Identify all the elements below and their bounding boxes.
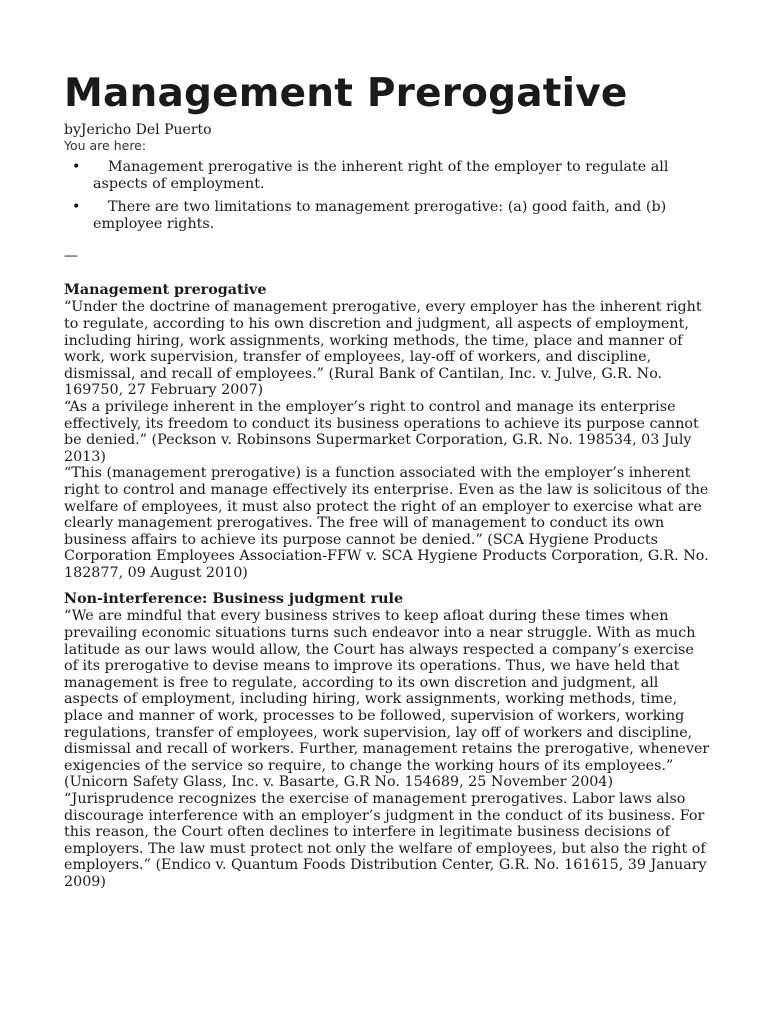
byline: byJericho Del Puerto	[64, 122, 212, 138]
section-heading-business-judgment-rule: Non-interference: Business judgment rule	[64, 591, 404, 608]
bullet-text: Management prerogative is the inherent right of the employer to regulate all aspects of employment.	[93, 159, 669, 192]
document-page	[64, 68, 712, 891]
quote-paragraph: “Under the doctrine of management prerogative, every employer has the inherent right to regulate, according to his own discretion and judgment, all aspects of employment, including hiring, work assignments, working methods, the time, place and manner of work, work supervision, transfer of employees, lay-off of workers, and discipline, dismissal, and recall of employees.” (Rural Bank of Cantilan, Inc. v. Julve, G.R. No. 169750, 27 February 2007)	[64, 299, 702, 399]
quote-paragraph: “As a privilege inherent in the employer’s right to control and manage its enterprise effectively, its freedom to conduct its business operations to achieve its purpose cannot be denied.” (Peckson v. Robinsons Supermarket Corporation, G.R. No. 198534, 03 July 2013)	[64, 398, 699, 465]
bullet-icon: •	[72, 199, 81, 216]
breadcrumb-label: You are here:	[64, 138, 147, 153]
summary-bullets	[64, 159, 712, 232]
quote-paragraph: “This (management prerogative) is a function associated with the employer’s inherent right to control and manage effectively its enterprise. Even as the law is solicitous of the welfare of employees, it must also protect the right of an employer to exercise what are clearly management prerogatives. The free will of management to conduct its own business affairs to achieve its purpose cannot be denied.” (SCA Hygiene Products Corporation Employees Association-FFW v. SCA Hygiene Products Corporation, G.R. No. 182877, 09 August 2010)	[64, 465, 709, 581]
page-title: Management Prerogative	[64, 71, 628, 116]
section-heading-management-prerogative: Management prerogative	[64, 282, 267, 299]
list-item	[64, 159, 712, 192]
bullet-text: There are two limitations to management prerogative: (a) good faith, and (b) employee rights.	[93, 199, 667, 232]
separator-dash: —	[64, 248, 78, 265]
bullet-icon: •	[72, 159, 81, 175]
quote-paragraph: “Jurisprudence recognizes the exercise of management prerogatives. Labor laws also discourage interference with an employer’s judgment in the conduct of its business. For this reason, the Court often declines to interfere in legitimate business decisions of employers. The law must protect not only the welfare of employees, but also the right of employers.” (Endico v. Quantum Foods Distribution Center, G.R. No. 161615, 39 January 2009)	[64, 791, 707, 890]
quote-paragraph: “We are mindful that every business strives to keep afloat during these times when prevailing economic situations turns such endeavor into a near struggle. With as much latitude as our laws would allow, the Court has always respected a company’s exercise of its prerogative to devise means to improve its operations. Thus, we have held that management is free to regulate, according to its own discretion and judgment, all aspects of employment, including hiring, work assignments, working methods, time, place and manner of work, processes to be followed, supervision of workers, working regulations, transfer of employees, work supervision, lay off of workers and discipline, dismissal and recall of workers. Further, management retains the prerogative, whenever exigencies of the service so require, to change the working hours of its employees.” (Unicorn Safety Glass, Inc. v. Basarte, G.R No. 154689, 25 November 2004)	[64, 608, 710, 791]
list-item	[64, 199, 712, 232]
